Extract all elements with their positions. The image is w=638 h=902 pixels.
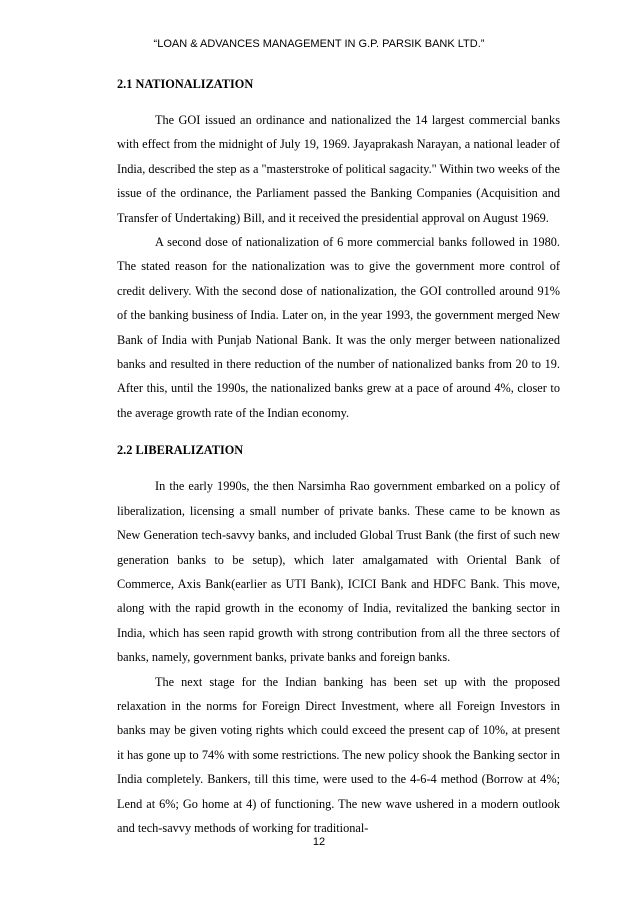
page-body [117, 72, 560, 840]
running-header: “LOAN & ADVANCES MANAGEMENT IN G.P. PARSIK BANK LTD.” [153, 38, 485, 50]
page-number: 12 [312, 836, 326, 848]
section-heading-nationalization: 2.1 NATIONALIZATION [117, 77, 254, 91]
paragraph: A second dose of nationalization of 6 more commercial banks followed in 1980. The stated reason for the nationalization was to give the government more control of credit delivery. With the second dose of nationalization, the GOI controlled around 91% of the banking business of India. Later on, in the year 1993, the government merged New Bank of India with Punjab National Bank. It was the only merger between nationalized banks and resulted in there reduction of the number of nationalized banks from 20 to 19. After this, until the 1990s, the nationalized banks grew at a pace of around 4%, closer to the average growth rate of the Indian economy. [117, 235, 560, 420]
paragraph: The next stage for the Indian banking has been set up with the proposed relaxation in the norms for Foreign Direct Investment, where all Foreign Investors in banks may be given voting rights which could exceed the present cap of 10%, at present it has gone up to 74% with some restrictions. The new policy shook the Banking sector in India completely. Bankers, till this time, were used to the 4-6-4 method (Borrow at 4%; Lend at 6%; Go home at 4) of functioning. The new wave ushered in a modern outlook and tech-savvy methods of working for traditional- [117, 674, 560, 835]
paragraph: The GOI issued an ordinance and nationalized the 14 largest commercial banks with effect from the midnight of July 19, 1969. Jayaprakash Narayan, a national leader of India, described the step as a "masterstroke of political sagacity." Within two weeks of the issue of the ordinance, the Parliament passed the Banking Companies (Acquisition and Transfer of Undertaking) Bill, and it received the presidential approval on August 1969. [117, 113, 560, 225]
paragraph: In the early 1990s, the then Narsimha Rao government embarked on a policy of liberalization, licensing a small number of private banks. These came to be known as New Generation tech-savvy banks, and included Global Trust Bank (the first of such new generation banks to be setup), which later amalgamated with Oriental Bank of Commerce, Axis Bank(earlier as UTI Bank), ICICI Bank and HDFC Bank. This move, along with the rapid growth in the economy of India, revitalized the banking sector in India, which has seen rapid growth with strong contribution from all the three sectors of banks, namely, government banks, private banks and foreign banks. [117, 479, 560, 665]
section-heading-liberalization: 2.2 LIBERALIZATION [117, 443, 244, 458]
